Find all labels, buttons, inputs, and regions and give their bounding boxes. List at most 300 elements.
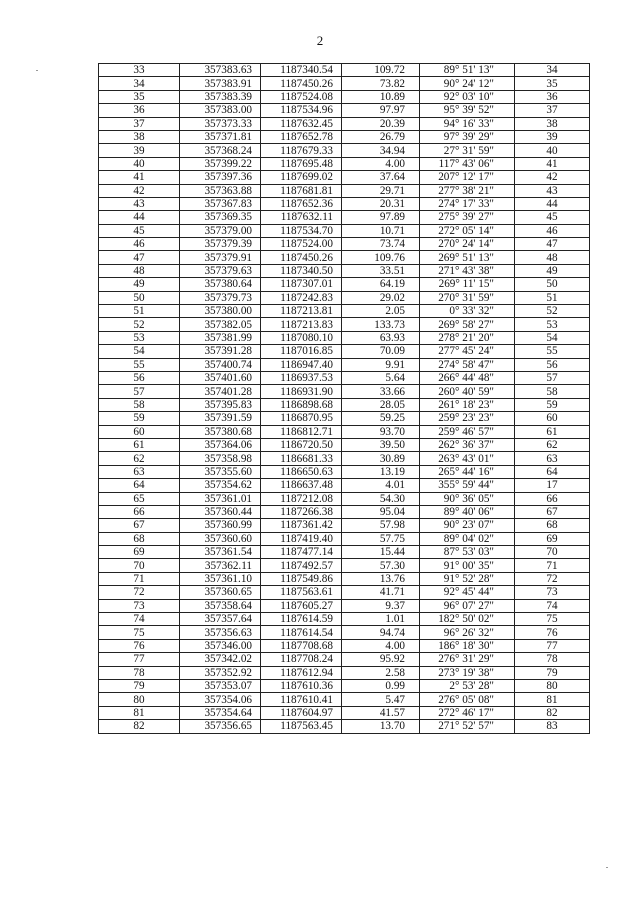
bearing-cell: 263° 43' 01" [420,452,515,465]
y-coordinate-cell: 1187699.02 [261,171,342,184]
bearing-cell: 259° 46' 57" [420,425,515,438]
distance-cell: 29.02 [342,291,420,304]
distance-cell: 15.44 [342,546,420,559]
table-row [99,278,590,291]
bearing-cell: 96° 07' 27" [420,599,515,612]
bearing-cell: 92° 03' 10" [420,90,515,103]
point-number-cell: 61 [99,438,180,451]
next-point-cell: 80 [515,679,590,692]
table-row [99,505,590,518]
bearing-cell: 87° 53' 03" [420,546,515,559]
bearing-cell: 97° 39' 29" [420,130,515,143]
x-coordinate-cell: 357380.00 [180,305,261,318]
point-number-cell: 58 [99,398,180,411]
point-number-cell: 51 [99,305,180,318]
table-row [99,653,590,666]
table-row [99,412,590,425]
next-point-cell: 54 [515,331,590,344]
point-number-cell: 60 [99,425,180,438]
next-point-cell: 78 [515,653,590,666]
next-point-cell: 40 [515,144,590,157]
y-coordinate-cell: 1186681.33 [261,452,342,465]
next-point-cell: 42 [515,171,590,184]
bearing-cell: 89° 40' 06" [420,505,515,518]
x-coordinate-cell: 357364.06 [180,438,261,451]
x-coordinate-cell: 357354.64 [180,706,261,719]
distance-cell: 5.47 [342,693,420,706]
table-row [99,211,590,224]
next-point-cell: 55 [515,345,590,358]
x-coordinate-cell: 357361.54 [180,546,261,559]
x-coordinate-cell: 357361.01 [180,492,261,505]
y-coordinate-cell: 1187632.45 [261,117,342,130]
x-coordinate-cell: 357357.64 [180,613,261,626]
y-coordinate-cell: 1187340.54 [261,64,342,77]
bearing-cell: 207° 12' 17" [420,171,515,184]
bearing-cell: 271° 43' 38" [420,264,515,277]
point-number-cell: 75 [99,626,180,639]
bearing-cell: 262° 36' 37" [420,438,515,451]
point-number-cell: 55 [99,358,180,371]
point-number-cell: 34 [99,77,180,90]
distance-cell: 33.66 [342,385,420,398]
x-coordinate-cell: 357361.10 [180,572,261,585]
y-coordinate-cell: 1187605.27 [261,599,342,612]
next-point-cell: 82 [515,706,590,719]
next-point-cell: 34 [515,64,590,77]
y-coordinate-cell: 1187213.83 [261,318,342,331]
bearing-cell: 186° 18' 30" [420,639,515,652]
y-coordinate-cell: 1187610.41 [261,693,342,706]
distance-cell: 29.71 [342,184,420,197]
y-coordinate-cell: 1186637.48 [261,479,342,492]
distance-cell: 30.89 [342,452,420,465]
table-row [99,251,590,264]
table-row [99,613,590,626]
scan-speck [36,70,38,71]
table-row [99,452,590,465]
next-point-cell: 79 [515,666,590,679]
bearing-cell: 2° 53' 28" [420,679,515,692]
y-coordinate-cell: 1187708.24 [261,653,342,666]
y-coordinate-cell: 1187016.85 [261,345,342,358]
table-row [99,224,590,237]
next-point-cell: 56 [515,358,590,371]
y-coordinate-cell: 1187610.36 [261,679,342,692]
x-coordinate-cell: 357360.44 [180,505,261,518]
point-number-cell: 76 [99,639,180,652]
distance-cell: 33.51 [342,264,420,277]
y-coordinate-cell: 1187242.83 [261,291,342,304]
distance-cell: 34.94 [342,144,420,157]
point-number-cell: 59 [99,412,180,425]
point-number-cell: 47 [99,251,180,264]
next-point-cell: 66 [515,492,590,505]
bearing-cell: 271° 52' 57" [420,720,515,733]
bearing-cell: 265° 44' 16" [420,465,515,478]
point-number-cell: 66 [99,505,180,518]
point-number-cell: 63 [99,465,180,478]
y-coordinate-cell: 1187534.70 [261,224,342,237]
point-number-cell: 68 [99,532,180,545]
point-number-cell: 38 [99,130,180,143]
distance-cell: 63.93 [342,331,420,344]
x-coordinate-cell: 357381.99 [180,331,261,344]
x-coordinate-cell: 357380.64 [180,278,261,291]
distance-cell: 0.99 [342,679,420,692]
point-number-cell: 54 [99,345,180,358]
table-row [99,331,590,344]
next-point-cell: 45 [515,211,590,224]
point-number-cell: 80 [99,693,180,706]
table-row [99,104,590,117]
bearing-cell: 274° 58' 47" [420,358,515,371]
y-coordinate-cell: 1187695.48 [261,157,342,170]
x-coordinate-cell: 357363.88 [180,184,261,197]
bearing-cell: 89° 04' 02" [420,532,515,545]
distance-cell: 41.57 [342,706,420,719]
table-row [99,425,590,438]
next-point-cell: 52 [515,305,590,318]
point-number-cell: 64 [99,479,180,492]
point-number-cell: 33 [99,64,180,77]
x-coordinate-cell: 357346.00 [180,639,261,652]
next-point-cell: 71 [515,559,590,572]
next-point-cell: 35 [515,77,590,90]
x-coordinate-cell: 357356.65 [180,720,261,733]
x-coordinate-cell: 357352.92 [180,666,261,679]
y-coordinate-cell: 1187614.54 [261,626,342,639]
table-row [99,532,590,545]
point-number-cell: 48 [99,264,180,277]
table-row [99,720,590,733]
next-point-cell: 62 [515,438,590,451]
x-coordinate-cell: 357355.60 [180,465,261,478]
table-row [99,64,590,77]
distance-cell: 13.70 [342,720,420,733]
table-row [99,171,590,184]
x-coordinate-cell: 357371.81 [180,130,261,143]
table-row [99,130,590,143]
bearing-cell: 276° 05' 08" [420,693,515,706]
y-coordinate-cell: 1187612.94 [261,666,342,679]
point-number-cell: 67 [99,519,180,532]
point-number-cell: 42 [99,184,180,197]
point-number-cell: 39 [99,144,180,157]
next-point-cell: 43 [515,184,590,197]
distance-cell: 57.30 [342,559,420,572]
point-number-cell: 70 [99,559,180,572]
table-row [99,157,590,170]
bearing-cell: 94° 16' 33" [420,117,515,130]
y-coordinate-cell: 1187534.96 [261,104,342,117]
next-point-cell: 44 [515,197,590,210]
next-point-cell: 49 [515,264,590,277]
y-coordinate-cell: 1186898.68 [261,398,342,411]
y-coordinate-cell: 1187492.57 [261,559,342,572]
point-number-cell: 49 [99,278,180,291]
x-coordinate-cell: 357369.35 [180,211,261,224]
bearing-cell: 117° 43' 06" [420,157,515,170]
next-point-cell: 72 [515,572,590,585]
table-row [99,398,590,411]
y-coordinate-cell: 1187213.81 [261,305,342,318]
y-coordinate-cell: 1186650.63 [261,465,342,478]
table-row [99,77,590,90]
y-coordinate-cell: 1186931.90 [261,385,342,398]
point-number-cell: 73 [99,599,180,612]
table-row [99,144,590,157]
y-coordinate-cell: 1187266.38 [261,505,342,518]
scan-speck [606,867,608,868]
next-point-cell: 61 [515,425,590,438]
next-point-cell: 68 [515,519,590,532]
distance-cell: 73.74 [342,238,420,251]
next-point-cell: 47 [515,238,590,251]
bearing-cell: 95° 39' 52" [420,104,515,117]
distance-cell: 2.05 [342,305,420,318]
y-coordinate-cell: 1187681.81 [261,184,342,197]
x-coordinate-cell: 357358.98 [180,452,261,465]
next-point-cell: 53 [515,318,590,331]
next-point-cell: 58 [515,385,590,398]
bearing-cell: 90° 24' 12" [420,77,515,90]
point-number-cell: 57 [99,385,180,398]
bearing-cell: 275° 39' 27" [420,211,515,224]
x-coordinate-cell: 357367.83 [180,197,261,210]
next-point-cell: 39 [515,130,590,143]
bearing-cell: 92° 45' 44" [420,586,515,599]
distance-cell: 9.37 [342,599,420,612]
bearing-cell: 355° 59' 44" [420,479,515,492]
point-number-cell: 41 [99,171,180,184]
table-row [99,385,590,398]
y-coordinate-cell: 1186720.50 [261,438,342,451]
y-coordinate-cell: 1187212.08 [261,492,342,505]
bearing-cell: 269° 11' 15" [420,278,515,291]
x-coordinate-cell: 357391.59 [180,412,261,425]
point-number-cell: 46 [99,238,180,251]
distance-cell: 133.73 [342,318,420,331]
distance-cell: 26.79 [342,130,420,143]
x-coordinate-cell: 357382.05 [180,318,261,331]
bearing-cell: 90° 36' 05" [420,492,515,505]
x-coordinate-cell: 357397.36 [180,171,261,184]
x-coordinate-cell: 357379.39 [180,238,261,251]
bearing-cell: 272° 05' 14" [420,224,515,237]
table-row [99,492,590,505]
distance-cell: 109.72 [342,64,420,77]
x-coordinate-cell: 357362.11 [180,559,261,572]
distance-cell: 95.92 [342,653,420,666]
point-number-cell: 36 [99,104,180,117]
y-coordinate-cell: 1187419.40 [261,532,342,545]
coordinates-table-body [99,64,590,734]
next-point-cell: 50 [515,278,590,291]
next-point-cell: 73 [515,586,590,599]
point-number-cell: 62 [99,452,180,465]
distance-cell: 10.89 [342,90,420,103]
x-coordinate-cell: 357358.64 [180,599,261,612]
distance-cell: 41.71 [342,586,420,599]
table-row [99,666,590,679]
table-row [99,291,590,304]
point-number-cell: 77 [99,653,180,666]
distance-cell: 94.74 [342,626,420,639]
bearing-cell: 91° 00' 35" [420,559,515,572]
distance-cell: 93.70 [342,425,420,438]
y-coordinate-cell: 1187549.86 [261,572,342,585]
table-row [99,599,590,612]
point-number-cell: 74 [99,613,180,626]
bearing-cell: 96° 26' 32" [420,626,515,639]
next-point-cell: 57 [515,371,590,384]
x-coordinate-cell: 357401.28 [180,385,261,398]
x-coordinate-cell: 357360.60 [180,532,261,545]
next-point-cell: 41 [515,157,590,170]
x-coordinate-cell: 357354.06 [180,693,261,706]
point-number-cell: 50 [99,291,180,304]
y-coordinate-cell: 1187340.50 [261,264,342,277]
distance-cell: 109.76 [342,251,420,264]
table-row [99,184,590,197]
table-row [99,465,590,478]
table-row [99,679,590,692]
x-coordinate-cell: 357383.00 [180,104,261,117]
y-coordinate-cell: 1187307.01 [261,278,342,291]
table-row [99,626,590,639]
next-point-cell: 76 [515,626,590,639]
x-coordinate-cell: 357401.60 [180,371,261,384]
point-number-cell: 69 [99,546,180,559]
distance-cell: 57.75 [342,532,420,545]
y-coordinate-cell: 1187524.00 [261,238,342,251]
next-point-cell: 59 [515,398,590,411]
table-row [99,345,590,358]
y-coordinate-cell: 1187652.78 [261,130,342,143]
x-coordinate-cell: 357373.33 [180,117,261,130]
next-point-cell: 75 [515,613,590,626]
x-coordinate-cell: 357395.83 [180,398,261,411]
next-point-cell: 38 [515,117,590,130]
bearing-cell: 27° 31' 59" [420,144,515,157]
point-number-cell: 52 [99,318,180,331]
x-coordinate-cell: 357383.91 [180,77,261,90]
x-coordinate-cell: 357368.24 [180,144,261,157]
next-point-cell: 48 [515,251,590,264]
table-row [99,305,590,318]
y-coordinate-cell: 1187708.68 [261,639,342,652]
distance-cell: 4.01 [342,479,420,492]
next-point-cell: 51 [515,291,590,304]
distance-cell: 2.58 [342,666,420,679]
y-coordinate-cell: 1187450.26 [261,251,342,264]
table-row [99,693,590,706]
bearing-cell: 272° 46' 17" [420,706,515,719]
bearing-cell: 278° 21' 20" [420,331,515,344]
distance-cell: 57.98 [342,519,420,532]
y-coordinate-cell: 1187632.11 [261,211,342,224]
page-number: 2 [316,33,324,48]
next-point-cell: 36 [515,90,590,103]
distance-cell: 1.01 [342,613,420,626]
table-row [99,479,590,492]
point-number-cell: 37 [99,117,180,130]
distance-cell: 54.30 [342,492,420,505]
next-point-cell: 37 [515,104,590,117]
y-coordinate-cell: 1187080.10 [261,331,342,344]
x-coordinate-cell: 357391.28 [180,345,261,358]
x-coordinate-cell: 357400.74 [180,358,261,371]
x-coordinate-cell: 357379.00 [180,224,261,237]
distance-cell: 97.89 [342,211,420,224]
x-coordinate-cell: 357379.91 [180,251,261,264]
point-number-cell: 43 [99,197,180,210]
x-coordinate-cell: 357399.22 [180,157,261,170]
distance-cell: 4.00 [342,639,420,652]
next-point-cell: 46 [515,224,590,237]
bearing-cell: 269° 51' 13" [420,251,515,264]
point-number-cell: 71 [99,572,180,585]
bearing-cell: 90° 23' 07" [420,519,515,532]
point-number-cell: 78 [99,666,180,679]
point-number-cell: 53 [99,331,180,344]
y-coordinate-cell: 1187477.14 [261,546,342,559]
table-row [99,358,590,371]
point-number-cell: 56 [99,371,180,384]
table-row [99,639,590,652]
y-coordinate-cell: 1186947.40 [261,358,342,371]
bearing-cell: 182° 50' 02" [420,613,515,626]
bearing-cell: 277° 38' 21" [420,184,515,197]
point-number-cell: 65 [99,492,180,505]
x-coordinate-cell: 357383.39 [180,90,261,103]
bearing-cell: 273° 19' 38" [420,666,515,679]
table-row [99,371,590,384]
point-number-cell: 82 [99,720,180,733]
bearing-cell: 270° 24' 14" [420,238,515,251]
x-coordinate-cell: 357342.02 [180,653,261,666]
table-row [99,238,590,251]
next-point-cell: 74 [515,599,590,612]
bearing-cell: 277° 45' 24" [420,345,515,358]
table-row [99,264,590,277]
next-point-cell: 60 [515,412,590,425]
y-coordinate-cell: 1187524.08 [261,90,342,103]
distance-cell: 20.31 [342,197,420,210]
x-coordinate-cell: 357360.99 [180,519,261,532]
y-coordinate-cell: 1187563.61 [261,586,342,599]
distance-cell: 10.71 [342,224,420,237]
bearing-cell: 274° 17' 33" [420,197,515,210]
y-coordinate-cell: 1187361.42 [261,519,342,532]
bearing-cell: 276° 31' 29" [420,653,515,666]
next-point-cell: 64 [515,465,590,478]
y-coordinate-cell: 1187614.59 [261,613,342,626]
y-coordinate-cell: 1187450.26 [261,77,342,90]
y-coordinate-cell: 1187563.45 [261,720,342,733]
distance-cell: 97.97 [342,104,420,117]
next-point-cell: 77 [515,639,590,652]
y-coordinate-cell: 1186870.95 [261,412,342,425]
x-coordinate-cell: 357356.63 [180,626,261,639]
point-number-cell: 44 [99,211,180,224]
x-coordinate-cell: 357379.63 [180,264,261,277]
x-coordinate-cell: 357353.07 [180,679,261,692]
x-coordinate-cell: 357354.62 [180,479,261,492]
next-point-cell: 63 [515,452,590,465]
table-row [99,546,590,559]
